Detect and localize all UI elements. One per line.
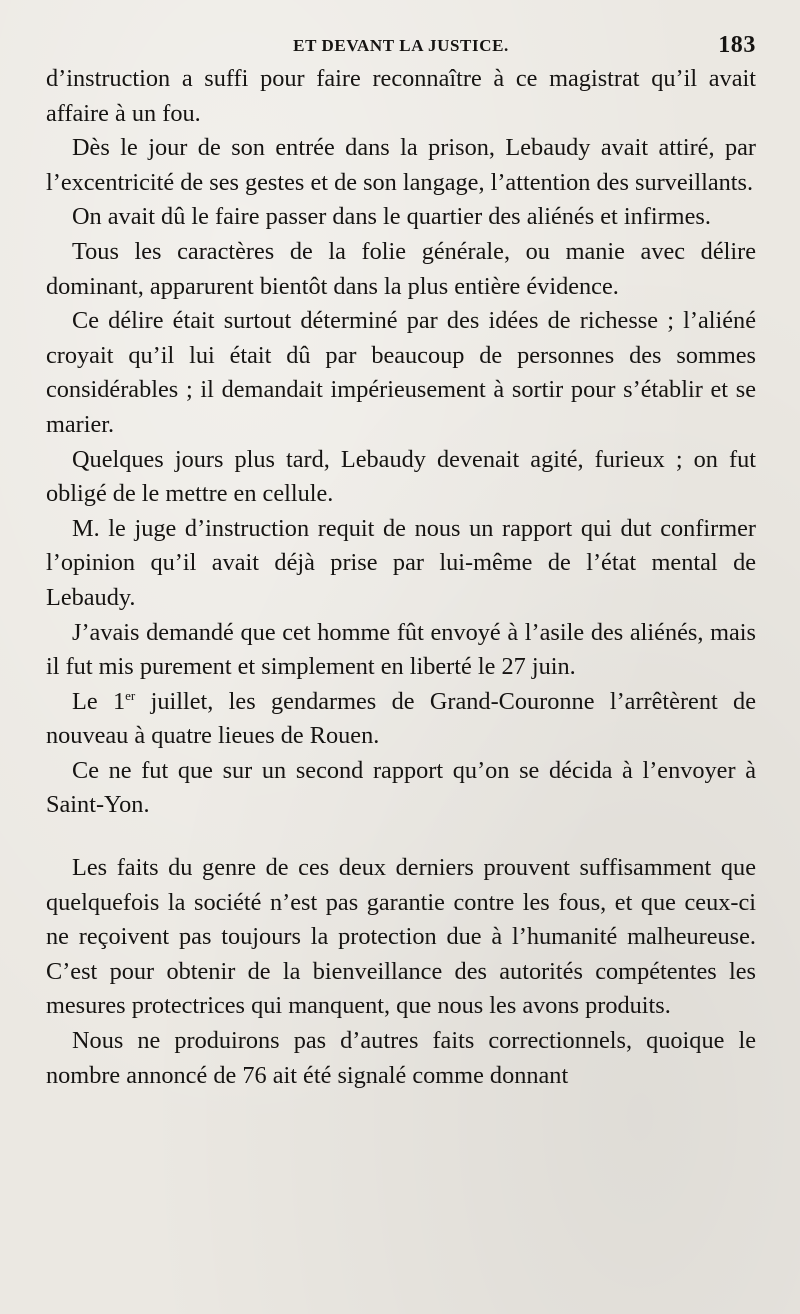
paragraph-continuation: d’instruction a suffi pour faire reconnaître à ce magistrat qu’il avait affaire à un fou. — [46, 65, 756, 127]
paragraph: J’avais demandé que cet homme fût envoyé à l’asile des aliénés, mais il fut mis purement et simplement en liberté le 27 juin. — [46, 618, 756, 681]
paragraph-last: Nous ne produirons pas d’autres faits correctionnels, quoique le nombre annoncé de 76 ait été signalé comme donnant — [46, 1027, 756, 1089]
paragraph: Les faits du genre de ces deux derniers prouvent suffisamment que quelquefois la société n’est pas garantie contre les fous, et que ceux-ci ne reçoivent pas toujours la protection due à l’humanité malheureuse. C’est pour obtenir de la bienveillance des autorités compétentes les mesures protectrices qui manquent, que nous les avons produits. — [46, 854, 756, 1020]
paragraph: Ce délire était surtout déterminé par des idées de richesse ; l’aliéné croyait qu’il lui était dû par beaucoup de personnes des sommes considérables ; il demandait impérieusement à sortir pour s’établir et se marier. — [46, 307, 756, 438]
paragraph-july-after: juillet, les gendarmes de Grand-Couronne l’arrêtèrent de nouveau à quatre lieues de Rouen. — [46, 687, 756, 750]
ordinal-superscript: er — [125, 687, 136, 703]
paragraph-july — [46, 685, 756, 754]
running-title: ET DEVANT LA JUSTICE. — [293, 36, 509, 55]
paragraph-july-before: Le 1 — [72, 687, 126, 715]
paragraph: On avait dû le faire passer dans le quartier des aliénés et infirmes. — [72, 203, 711, 231]
body-text — [46, 62, 756, 1093]
running-head — [46, 30, 756, 62]
page-number: 183 — [718, 32, 756, 58]
paragraph: Dès le jour de son entrée dans la prison, Lebaudy avait attiré, par l’excentricité de ses gestes et de son langage, l’attention des surveillants. — [46, 134, 756, 196]
paragraph: Tous les caractères de la folie générale, ou manie avec délire dominant, apparurent bientôt dans la plus entière évidence. — [46, 237, 756, 300]
paragraph: Quelques jours plus tard, Lebaudy devenait agité, furieux ; on fut obligé de le mettre en cellule. — [46, 445, 756, 508]
paragraph: Ce ne fut que sur un second rapport qu’on se décida à l’envoyer à Saint-Yon. — [46, 756, 756, 819]
paragraph: M. le juge d’instruction requit de nous un rapport qui dut confirmer l’opinion qu’il avait déjà prise par lui-même de l’état mental de Lebaudy. — [46, 514, 756, 611]
